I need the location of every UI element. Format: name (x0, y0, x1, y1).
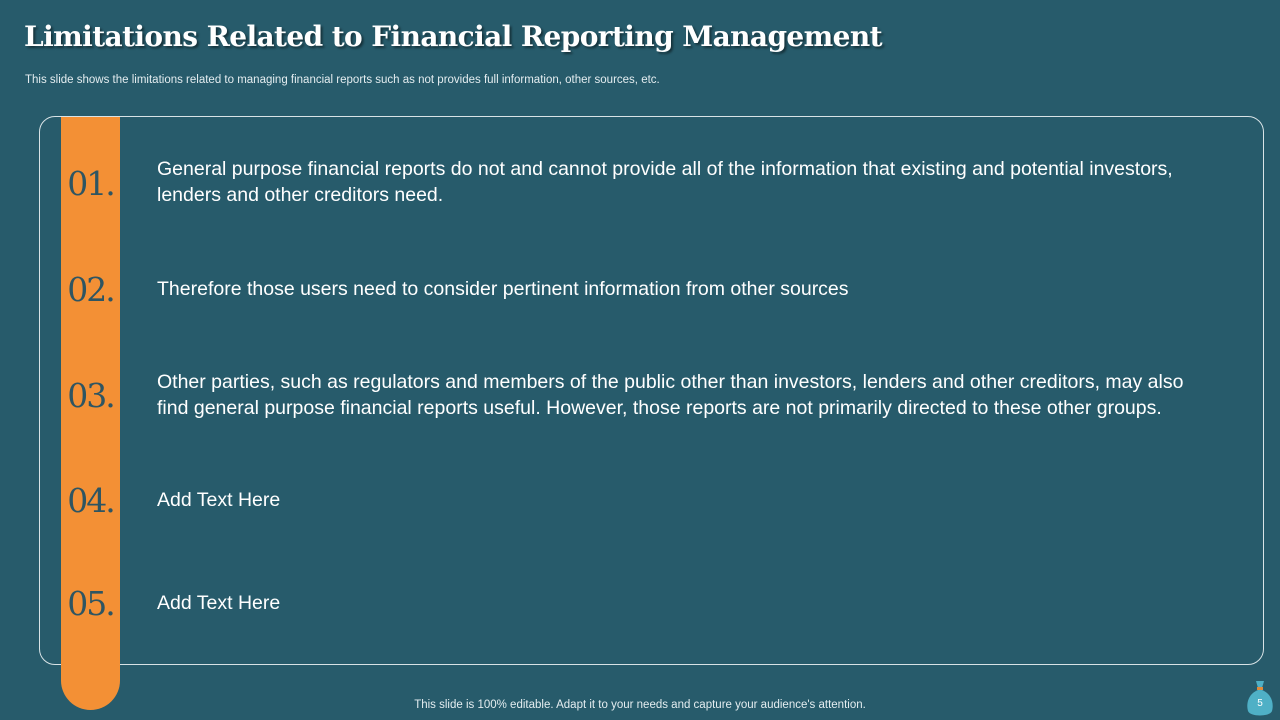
slide-title: Limitations Related to Financial Reporting Management (24, 20, 882, 53)
item-text-3: Other parties, such as regulators and members of the public other than investors, lenders and other creditors, may also find general purpose financial reports useful. However, those reports are not primarily directed to these other groups. (157, 371, 1184, 419)
item-number-4: 04. (67, 481, 114, 520)
item-text-2: Therefore those users need to consider pertinent information from other sources (157, 278, 849, 300)
slide-subtitle: This slide shows the limitations related to managing financial reports such as not provides full information, other sources, etc. (25, 74, 660, 86)
item-text-1: General purpose financial reports do not and cannot provide all of the information that existing and potential investors, lenders and other creditors need. (157, 158, 1173, 206)
item-number-1: 01. (67, 164, 114, 203)
item-number-5: 05. (67, 584, 114, 623)
page-number: 5 (1257, 698, 1263, 709)
footer-note: This slide is 100% editable. Adapt it to your needs and capture your audience's attention. (414, 699, 866, 711)
item-text-5: Add Text Here (157, 592, 281, 614)
item-text-4: Add Text Here (157, 489, 281, 511)
item-number-3: 03. (67, 376, 114, 415)
item-number-2: 02. (67, 270, 114, 309)
